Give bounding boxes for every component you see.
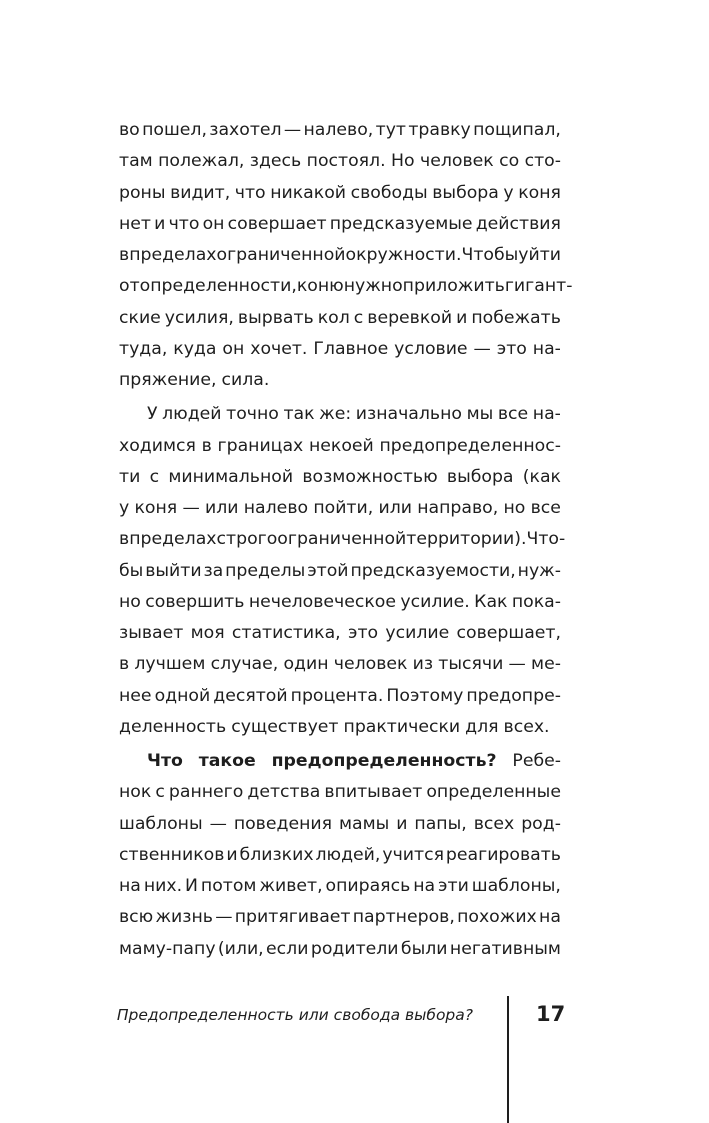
word: (как xyxy=(522,466,561,487)
word: границах xyxy=(217,435,304,456)
word: определенные xyxy=(426,782,561,803)
word: нее xyxy=(119,685,152,706)
text-line xyxy=(119,524,566,555)
word: раннего xyxy=(168,782,244,803)
word: ограниченной xyxy=(216,245,346,265)
word: окружности. xyxy=(345,245,462,265)
word: усилия, xyxy=(164,307,234,328)
word: все xyxy=(530,498,561,518)
word: на- xyxy=(532,338,561,359)
word: детства xyxy=(247,782,321,803)
word: случае, xyxy=(210,654,279,675)
word: предсказуемые xyxy=(329,213,473,234)
word: Но xyxy=(391,151,415,172)
text-line xyxy=(119,809,561,840)
text-line xyxy=(119,712,561,743)
word: папы, xyxy=(414,813,467,834)
word: партнеров, xyxy=(352,907,455,928)
word: — xyxy=(209,813,227,834)
word: побежать xyxy=(471,307,561,328)
word: сила. xyxy=(221,370,270,390)
word: — xyxy=(283,120,302,140)
word: со xyxy=(499,151,520,172)
word: коню xyxy=(296,276,344,297)
text-line xyxy=(119,271,573,302)
word: там xyxy=(119,151,153,172)
word: он xyxy=(202,213,225,234)
word: нечеловеческое xyxy=(248,591,397,612)
text-line xyxy=(119,493,561,524)
text-line xyxy=(119,115,561,146)
word: совершает xyxy=(227,213,327,234)
text-line xyxy=(119,934,561,965)
text-line xyxy=(119,871,561,902)
word: шаблоны, xyxy=(471,876,561,896)
text-line xyxy=(119,399,561,430)
word: с xyxy=(149,466,160,487)
word: — xyxy=(215,907,233,928)
word: ходимся xyxy=(119,435,196,456)
word: но xyxy=(503,498,526,518)
word: территории). xyxy=(406,529,527,550)
word: куда xyxy=(173,338,217,359)
word: предопре- xyxy=(466,685,561,706)
word: на xyxy=(539,907,561,928)
text-line xyxy=(119,618,561,649)
text-line xyxy=(119,303,561,334)
word: один xyxy=(283,654,329,675)
word: для xyxy=(465,716,499,737)
word: и xyxy=(226,844,238,865)
word: если xyxy=(266,938,309,959)
word: — xyxy=(182,498,200,518)
word: налево xyxy=(243,498,309,518)
text-line xyxy=(119,681,561,712)
word: них. xyxy=(143,876,183,896)
word: пределах xyxy=(129,529,217,550)
word: деленность xyxy=(119,716,227,737)
word: И xyxy=(185,876,198,896)
footer-divider xyxy=(507,996,509,1123)
text-line xyxy=(119,209,561,240)
word: налево, xyxy=(303,120,374,140)
word: но xyxy=(119,591,141,612)
word: захотел xyxy=(209,120,282,140)
word: — xyxy=(473,338,491,359)
word: и xyxy=(154,213,166,234)
word: пойти, xyxy=(313,498,374,518)
word: родители xyxy=(310,938,399,959)
text-line xyxy=(119,146,561,177)
word: от xyxy=(119,276,140,297)
word: пределах xyxy=(129,245,217,265)
word: пощипал, xyxy=(473,120,561,140)
text-line xyxy=(119,746,561,777)
word: коня xyxy=(518,182,561,203)
word: людей xyxy=(162,404,222,425)
word: точно xyxy=(226,404,279,425)
word: одной xyxy=(154,685,211,706)
word: за xyxy=(203,560,224,581)
word: это xyxy=(496,338,527,359)
text-line xyxy=(119,556,561,587)
word: такое xyxy=(198,751,256,771)
word: выйти xyxy=(145,560,202,581)
text-line xyxy=(119,649,561,680)
word: зывает xyxy=(119,623,184,643)
word: предопределеннос- xyxy=(379,435,561,456)
word: мы xyxy=(466,404,494,425)
word: условие xyxy=(394,338,468,359)
word: притягивает xyxy=(234,907,351,928)
word: Как xyxy=(474,591,508,612)
word: поведения xyxy=(233,813,333,834)
text-line xyxy=(119,334,561,365)
word: всю xyxy=(119,907,154,928)
word: пределы xyxy=(225,560,306,581)
word: моя xyxy=(190,623,225,643)
word: или xyxy=(204,498,239,518)
word: у xyxy=(119,498,130,518)
word: совершает, xyxy=(456,623,561,643)
word: живет, xyxy=(259,876,323,896)
word: мамы xyxy=(338,813,390,834)
word: ские xyxy=(119,307,161,328)
word: У xyxy=(147,404,158,425)
word: предсказуемости, xyxy=(350,560,516,581)
word: сто- xyxy=(524,151,561,172)
word: полежал, xyxy=(158,151,245,172)
word: тут xyxy=(375,120,406,140)
word: туда, xyxy=(119,338,168,359)
word: изначально xyxy=(355,404,462,425)
text-line xyxy=(119,777,561,808)
word: травку xyxy=(408,120,471,140)
word: действия xyxy=(475,213,561,234)
word: Что xyxy=(147,751,183,771)
word: учится xyxy=(382,844,444,865)
word: выбора xyxy=(432,182,499,203)
word: ме- xyxy=(531,654,561,675)
text-line xyxy=(119,462,561,493)
word: или xyxy=(378,498,412,518)
word: пошел, xyxy=(142,120,207,140)
word: ти xyxy=(119,466,141,487)
word: в xyxy=(119,529,130,550)
word: и xyxy=(396,813,408,834)
word: Поэтому xyxy=(386,685,464,706)
word: лучшем xyxy=(134,654,206,675)
word: хочет. xyxy=(250,338,308,359)
text-line xyxy=(119,240,561,271)
word: тысячи xyxy=(438,654,504,675)
word: процента. xyxy=(290,685,384,706)
word: некоей xyxy=(308,435,374,456)
word: видит, xyxy=(170,182,231,203)
word: жизнь xyxy=(155,907,213,928)
word: это xyxy=(347,623,379,643)
word: были xyxy=(400,938,448,959)
word: приложить xyxy=(402,276,505,297)
word: ограниченной xyxy=(277,529,407,550)
word: впитывает xyxy=(324,782,423,803)
word: нет xyxy=(119,213,151,234)
word: усилие. xyxy=(400,591,470,612)
text-line xyxy=(119,431,561,462)
text-line xyxy=(119,902,561,933)
word: из xyxy=(412,654,434,675)
word: человек xyxy=(333,654,408,675)
word: гигант- xyxy=(504,276,573,297)
running-title: Предопределенность или свобода выбора? xyxy=(116,1006,473,1024)
word: с xyxy=(155,782,165,803)
word: негативным xyxy=(449,938,561,959)
word: возможностью xyxy=(302,466,438,487)
word: и xyxy=(456,307,468,328)
word: постоял. xyxy=(306,151,386,172)
word: на- xyxy=(532,404,561,425)
word: во xyxy=(119,120,140,140)
word: нок xyxy=(119,782,152,803)
word: Что- xyxy=(526,529,566,550)
word: (или, xyxy=(217,938,264,959)
word: определенности, xyxy=(139,276,297,297)
word: веревкой xyxy=(367,307,453,328)
word: опираясь xyxy=(325,876,411,896)
word: так xyxy=(283,404,315,425)
word: практически xyxy=(343,716,461,737)
word: нужно xyxy=(343,276,403,297)
word: эти xyxy=(438,876,469,896)
page-number: 17 xyxy=(536,1002,566,1026)
word: всех. xyxy=(503,716,550,737)
word: все xyxy=(497,404,529,425)
word: вырвать xyxy=(237,307,314,328)
word: усилие xyxy=(385,623,450,643)
word: роны xyxy=(119,182,166,203)
word: на xyxy=(413,876,436,896)
word: маму-папу xyxy=(119,938,216,959)
word: никакой xyxy=(270,182,347,203)
word: людей, xyxy=(315,844,381,865)
word: статистика, xyxy=(231,623,341,643)
text-line xyxy=(119,587,561,618)
word: шаблоны xyxy=(119,813,203,834)
word: коня xyxy=(134,498,178,518)
word: направо, xyxy=(417,498,499,518)
word: ственников xyxy=(119,844,225,865)
word: в xyxy=(119,245,130,265)
word: в xyxy=(201,435,212,456)
word: Главное xyxy=(313,338,389,359)
word: что xyxy=(168,213,200,234)
word: пока- xyxy=(511,591,561,612)
word: в xyxy=(119,654,130,675)
word: же: xyxy=(319,404,352,425)
word: десятой xyxy=(213,685,288,706)
word: потом xyxy=(200,876,257,896)
word: кол xyxy=(317,307,350,328)
word: всех xyxy=(473,813,515,834)
word: Чтобы xyxy=(461,245,519,265)
word: на xyxy=(119,876,141,896)
word: совершить xyxy=(145,591,245,612)
word: уйти xyxy=(518,245,562,265)
text-line xyxy=(119,365,561,396)
text-line xyxy=(119,840,561,871)
word: у xyxy=(503,182,514,203)
word: свободы xyxy=(350,182,428,203)
word: пряжение, xyxy=(119,370,217,390)
word: реагировать xyxy=(445,844,561,865)
word: Ребе- xyxy=(512,751,561,771)
body-text xyxy=(119,115,573,965)
word: что xyxy=(234,182,266,203)
word: этой xyxy=(307,560,349,581)
word: здесь xyxy=(249,151,302,172)
word: выбора xyxy=(446,466,514,487)
word: род- xyxy=(521,813,561,834)
text-line xyxy=(119,178,561,209)
word: бы xyxy=(119,560,144,581)
word: человек xyxy=(419,151,494,172)
word: предопределенность? xyxy=(271,751,497,771)
word: с xyxy=(353,307,364,328)
word: нуж- xyxy=(517,560,561,581)
word: существует xyxy=(231,716,339,737)
word: близких xyxy=(239,844,314,865)
word: строго xyxy=(216,529,278,550)
word: минимальной xyxy=(168,466,294,487)
word: он xyxy=(222,338,245,359)
word: похожих xyxy=(457,907,537,928)
word: — xyxy=(508,654,526,675)
